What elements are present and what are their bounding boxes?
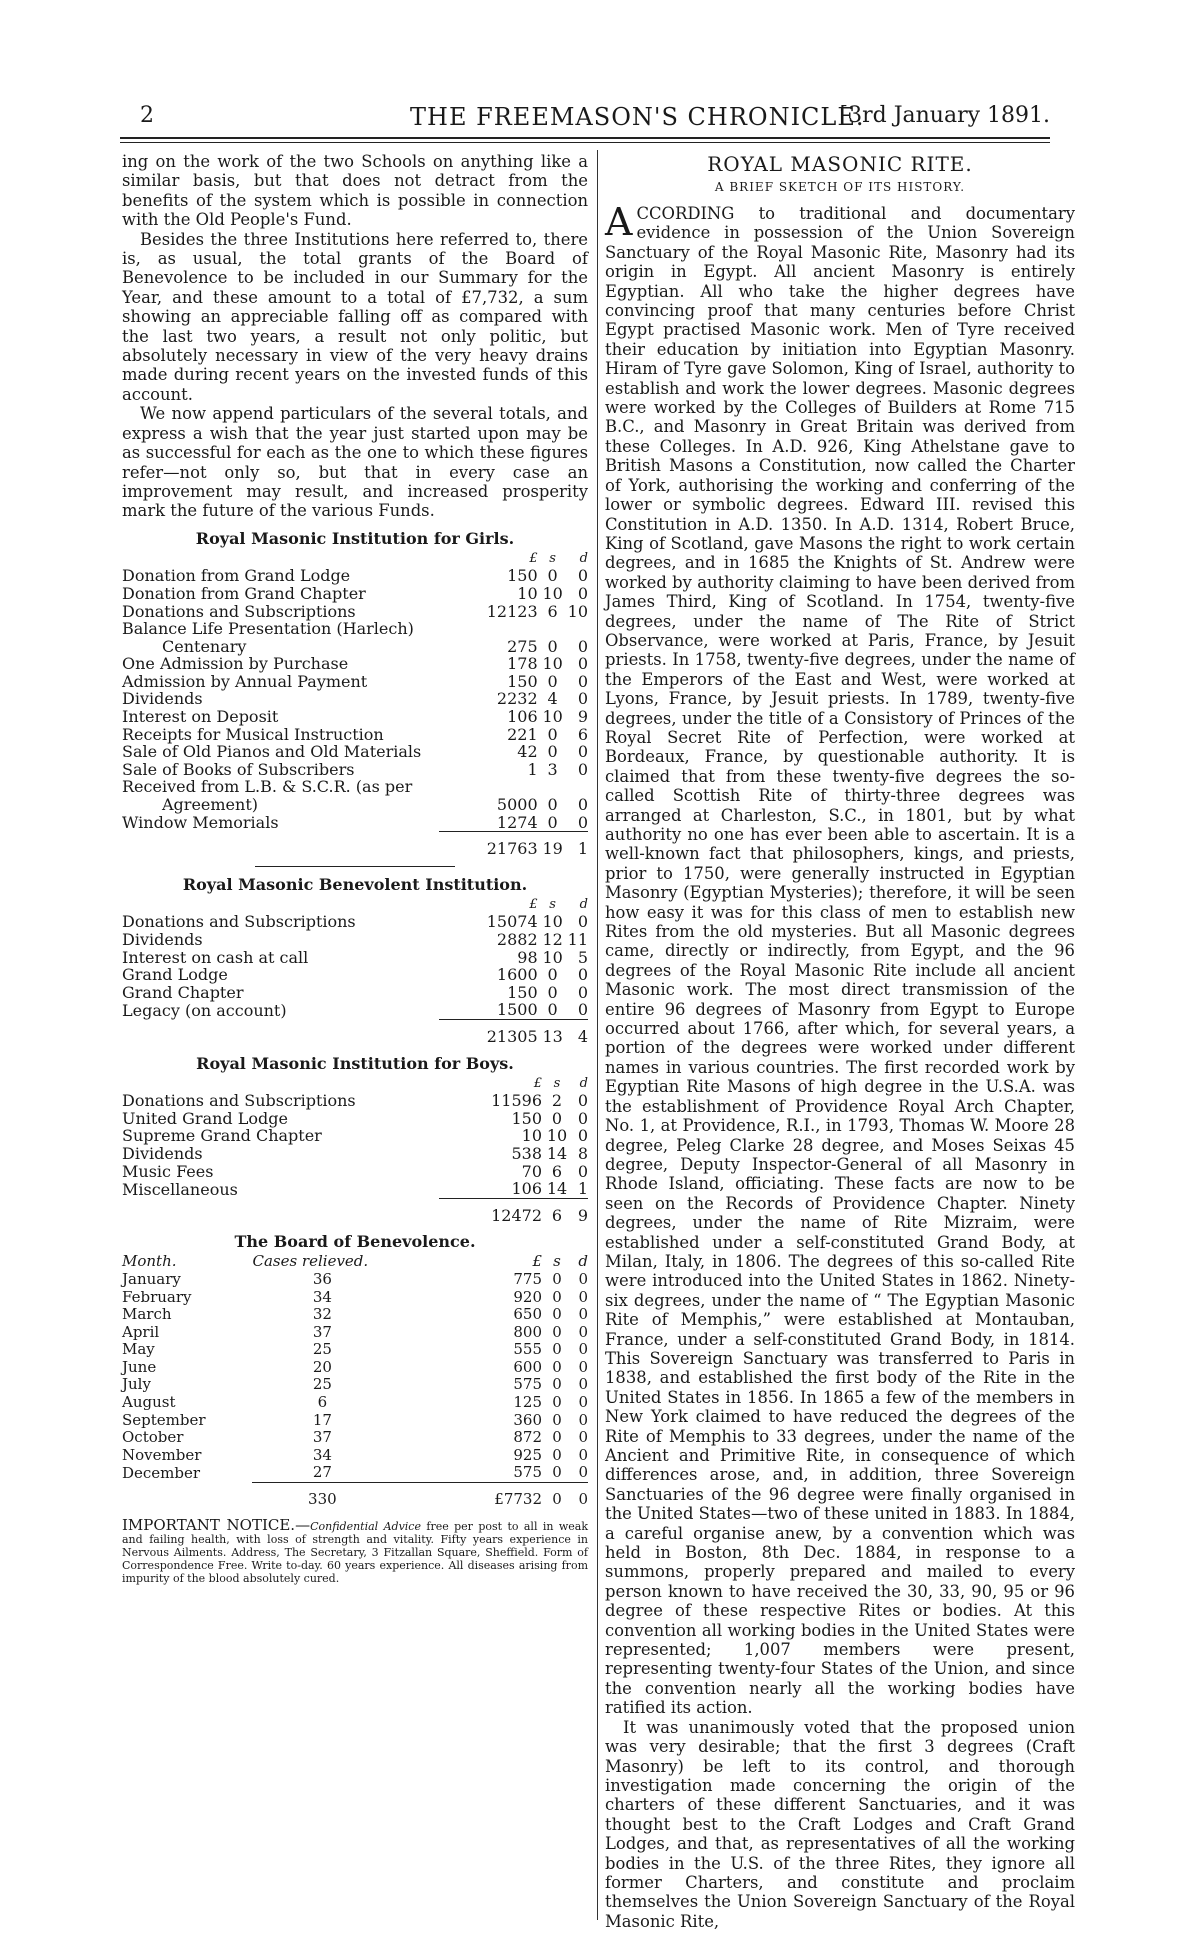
table-row: Admission by Annual Payment 150 0 0 bbox=[122, 671, 588, 691]
article-paragraph-1: ACCORDING to traditional and documentary evidence in possession of the Union Sovereign Sanctuary of the Royal Masonic Rite, Masonry had its origin in Egypt. All ancient Masonry is entirely Egyptian. All who take the higher degrees have convincing proof that many centuries before Christ Egypt practised Masonic work. Men of Tyre received their education by initiation into Egyptian Masonry. Hiram of Tyre gave Solomon, King of Israel, authority to establish and work the lower degrees. Masonic degrees were worked by the Colleges of Builders at Rome 715 B.C., and Masonry in Great Britain was derived from these Colleges. In A.D. 926, King Athelstane gave to British Masons a Constitution, now called the Charter of York, authorising the working and conferring of the lower or symbolic degrees. Edward III. revised this Constitution in A.D. 1350. In A.D. 1314, Robert Bruce, King of Scotland, gave Masons the right to work certain degrees, and in 1685 the Knights of St. Andrew were worked by authority claiming to have been derived from James Third, King of Scotland. In 1754, twenty-five degrees, under the name of The Rite of Strict Observance, were worked at Paris, France, by Jesuit priests. In 1758, twenty-five degrees, under the name of the Emperors of the East and West, were worked at Lyons, France, by Jesuit priests. In 1789, twenty-five degrees, under the title of a Consistory of Princes of the Royal Secret Rite of Perfection, were worked at Bordeaux, France, by questionable authority. It is claimed that from these twenty-five degrees the so-called Scottish Rite of thirty-three degrees was arranged at Charleston, S.C., in 1801, but by what authority no one has ever been able to ascertain. It is a well-known fact that philosophers, kings, and priests, prior to 1750, were generally instructed in Egyptian Masonry (Egyptian Mysteries); therefore, it will be seen how easy it was for this class of men to establish new Rites from the old mysteries. But all Masonic degrees came, directly or indirectly, from Egypt, and the 96 degrees of the Royal Masonic Rite include all ancient Masonic work. The most direct transmission of the entire 96 degrees of Masonry from Egypt to Europe occurred about 1766, after which, for several years, a portion of the degrees were worked under different names in various countries. The first recorded work by Egyptian Rite Masons of high degree in the U.S.A. was the establishment of Providence Royal Arch Chapter, No. 1, at Providence, R.I., in 1793, Thomas W. Moore 28 degree, Peleg Clarke 28 degree, and Moses Seixas 45 degree, Deputy Inspector-General of all Masonry in Rhode Island, officiating. These facts are now to be seen on the Records of Providence Chapter. Ninety degrees, under the name of Rite Mizraim, were established under a self-constituted Grand Body, at Milan, Italy, in 1806. The degrees of this so-called Rite were introduced into the United States in 1862. Ninety-six degrees, under the name of “ The Egyptian Masonic Rite of Memphis,” were established at Montauban, France, under a self-constituted Grand Body, in 1814. This Sovereign Sanctuary was transferred to Paris in 1838, and established the first body of the Rite in the United States in 1856. In 1865 a few of the members in New York claimed to have reduced the degrees of the Rite of Memphis to 33 degrees, under the name of the Ancient and Primitive Rite, in consequence of which differences arose, and, in addition, three Sovereign Sanctuaries of the 96 degree were finally organised in the United States—two of these united in 1883. In 1884, a careful organise anew, by a convention which was held in Boston, 8th Dec. 1884, in response to a summons, properly prepared and mailed to every person known to have received the 30, 33, 90, 95 or 96 degree of these respective Rites or bodies. At this convention all working bodies in the United States were represented; 1,007 members were present, representing twenty-four States of the Union, and since the convention nearly all the working bodies have ratified its action. bbox=[605, 200, 1075, 1718]
table-row: Grand Chapter 150 0 0 bbox=[122, 982, 588, 1002]
table-row: Sale of Books of Subscribers 1 3 0 bbox=[122, 759, 588, 779]
header-rule-thin bbox=[120, 142, 1050, 143]
page-number: 2 bbox=[140, 103, 154, 128]
drop-cap: A bbox=[605, 200, 633, 244]
table-row: October 37 872 0 0 bbox=[122, 1428, 588, 1447]
table-row: Dividends 2882 12 11 bbox=[122, 930, 588, 949]
table-row: Received from L.B. & S.C.R. (as per bbox=[122, 777, 413, 797]
benevolent-table: £ s d Donations and Subscriptions 15074 10 0 Dividends 2882 12 11 Interest on cash at call 98 10 5 Grand Lodge 1600 0 0 Grand Chapter 150 0 0 Legacy (on account) 1500 0 0 21305 13 4 bbox=[122, 896, 588, 1046]
table-row: August 6 125 0 0 bbox=[122, 1393, 588, 1412]
table-row: March 32 650 0 0 bbox=[122, 1305, 588, 1324]
table-row: Balance Life Presentation (Harlech) bbox=[122, 619, 414, 639]
intro-paragraph: ing on the work of the two Schools on anything like a similar basis, but that does not detract from the benefits of the system which is possible in connection with the Old People's Fund. bbox=[122, 152, 588, 230]
left-column bbox=[122, 152, 588, 1585]
table-row: Miscellaneous 106 14 1 bbox=[122, 1179, 588, 1199]
table-row: June 20 600 0 0 bbox=[122, 1357, 588, 1376]
table-row: April 37 800 0 0 bbox=[122, 1322, 588, 1341]
article-paragraph-2: It was unanimously voted that the proposed union was very desirable; that the first 3 degrees (Craft Masonry) be left to its control, and thorough investigation made concerning the origin of the charters of these different Sanctuaries, and it was thought best to the Craft Lodges and Craft Grand Lodges, and that, as representatives of all the working bodies in the U.S. of the three Rites, they ignore all former Charters, and constitute and proclaim themselves the Union Sovereign Sanctuary of the Royal Masonic Rite, bbox=[605, 1717, 1075, 1931]
article-title: ROYAL MASONIC RITE. bbox=[707, 152, 973, 176]
girls-total-row: 21763 19 1 bbox=[122, 832, 588, 858]
page-header bbox=[140, 103, 1050, 133]
table-row: Donation from Grand Chapter 10 10 0 bbox=[122, 583, 588, 603]
boys-total-row: 12472 6 9 bbox=[122, 1198, 588, 1224]
table-row: Interest on cash at call 98 10 5 bbox=[122, 947, 588, 967]
section-divider bbox=[255, 866, 455, 867]
right-column bbox=[605, 152, 1075, 1931]
table-row: Sale of Old Pianos and Old Materials 42 0 0 bbox=[122, 742, 588, 762]
board-table-title: The Board of Benevolence. bbox=[234, 1232, 476, 1252]
board-total-row: 330 £7732 0 0 bbox=[122, 1483, 588, 1509]
header-rule bbox=[120, 137, 1050, 139]
table-row: Donations and Subscriptions 15074 10 0 bbox=[122, 912, 588, 932]
benevolent-total-row: 21305 13 4 bbox=[122, 1019, 588, 1045]
table-row: United Grand Lodge 150 0 0 bbox=[122, 1108, 588, 1128]
table-row: Donations and Subscriptions 11596 2 0 bbox=[122, 1091, 588, 1111]
article-subtitle: A BRIEF SKETCH OF ITS HISTORY. bbox=[714, 180, 966, 194]
issue-date: [3rd January 1891. bbox=[839, 103, 1050, 128]
table-row: September 17 360 0 0 bbox=[122, 1410, 588, 1429]
boys-table: £ s d Donations and Subscriptions 11596 2 0 United Grand Lodge 150 0 0 Supreme Grand Chapter 10 10 0 Dividends 538 14 8 Music Fees 70 6 0 Miscellaneous 106 14 1 12472 6 9 bbox=[122, 1075, 588, 1225]
table-row: Donation from Grand Lodge 150 0 0 bbox=[122, 566, 588, 586]
append-paragraph: We now append particulars of the several totals, and express a wish that the year just started upon may be as successful for each as the one to which these figures refer—not only so, but that in every case an improvement may result, and increased prosperity mark the future of the various Funds. bbox=[122, 404, 588, 521]
table-row: July 25 575 0 0 bbox=[122, 1375, 588, 1394]
table-row: Donations and Subscriptions 12123 6 10 bbox=[122, 601, 588, 621]
table-row: Agreement) 5000 0 0 bbox=[162, 795, 588, 815]
table-row: Centenary 275 0 0 bbox=[162, 636, 588, 656]
girls-table-title: Royal Masonic Institution for Girls. bbox=[195, 528, 515, 548]
benevolent-table-title: Royal Masonic Benevolent Institution. bbox=[182, 874, 528, 894]
summary-paragraph: Besides the three Institutions here referred to, there is, as usual, the total grants of the Board of Benevolence to be included in our Summary for the Year, and these amount to a total of £7,732, a sum showing an appreciable falling off as compared with the last two years, a result not only politic, but absolutely necessary in view of the very heavy drains made during recent years on the invested funds of this account. bbox=[122, 229, 588, 404]
table-row: January 36 775 0 0 bbox=[122, 1269, 588, 1288]
table-row: Dividends 538 14 8 bbox=[122, 1143, 588, 1163]
table-row: May 25 555 0 0 bbox=[122, 1340, 588, 1359]
table-row: Music Fees 70 6 0 bbox=[122, 1161, 588, 1181]
table-row: One Admission by Purchase 178 10 0 bbox=[122, 654, 588, 674]
advertisement-notice: IMPORTANT NOTICE.—Confidential Advice free per post to all in weak and failing health, with loss of strength and vitality. Fifty years experience in Nervous Ailments. Address, The Secretary, 3 Fitzallan Square, Sheffield. Form of Correspondence Free. Write to-day. 60 years experience. All diseases arising from impurity of the blood absolutely cured. bbox=[122, 1515, 589, 1585]
table-row: Legacy (on account) 1500 0 0 bbox=[122, 1000, 588, 1020]
newspaper-title: THE FREEMASON'S CHRONICLE. bbox=[410, 103, 865, 131]
table-row: February 34 920 0 0 bbox=[122, 1287, 588, 1306]
column-divider bbox=[597, 150, 598, 1920]
table-row: Supreme Grand Chapter 10 10 0 bbox=[122, 1126, 588, 1146]
table-row: Window Memorials 1274 0 0 bbox=[122, 812, 588, 833]
table-row: November 34 925 0 0 bbox=[122, 1445, 588, 1464]
table-row: December 27 575 0 0 bbox=[122, 1463, 588, 1482]
table-row: Grand Lodge 1600 0 0 bbox=[122, 965, 588, 985]
boys-table-title: Royal Masonic Institution for Boys. bbox=[196, 1053, 514, 1073]
table-row: Receipts for Musical Instruction 221 0 6 bbox=[122, 724, 588, 744]
board-table: Month. Cases relieved. £ s d January 36 775 0 0 February 34 920 0 0 March 32 650 0 0 April 37 800 0 0 May 25 555 0 0 June 20 600 0 0 July 25 575 0 0 August 6 125 0 0 September 17 360 0 0 October 37 872 0 0 November 34 925 0 0 December 27 575 0 0 330 £7732 0 0 bbox=[122, 1252, 588, 1509]
table-row: Dividends 2232 4 0 bbox=[122, 689, 588, 709]
table-row: Interest on Deposit 106 10 9 bbox=[122, 707, 588, 727]
girls-table: £ s d Donation from Grand Lodge 150 0 0 Donation from Grand Chapter 10 10 0 Donations and Subscriptions 12123 6 10 Balance Life Presentation (Harlech) Centenary 275 0 0 One Admission by Purchase 178 10 0 Admission by Annual Payment 150 0 0 Dividends 2232 4 0 Interest on Deposit 106 10 9 Receipts for Musical Instruction 221 0 6 Sale of Old Pianos and Old Materials 42 0 0 Sale of Books of Subscribers 1 3 0 Received from L.B. & S.C.R. (as per Agreement) 5000 0 0 Window Memorials 1274 0 0 21763 19 1 bbox=[122, 550, 588, 859]
